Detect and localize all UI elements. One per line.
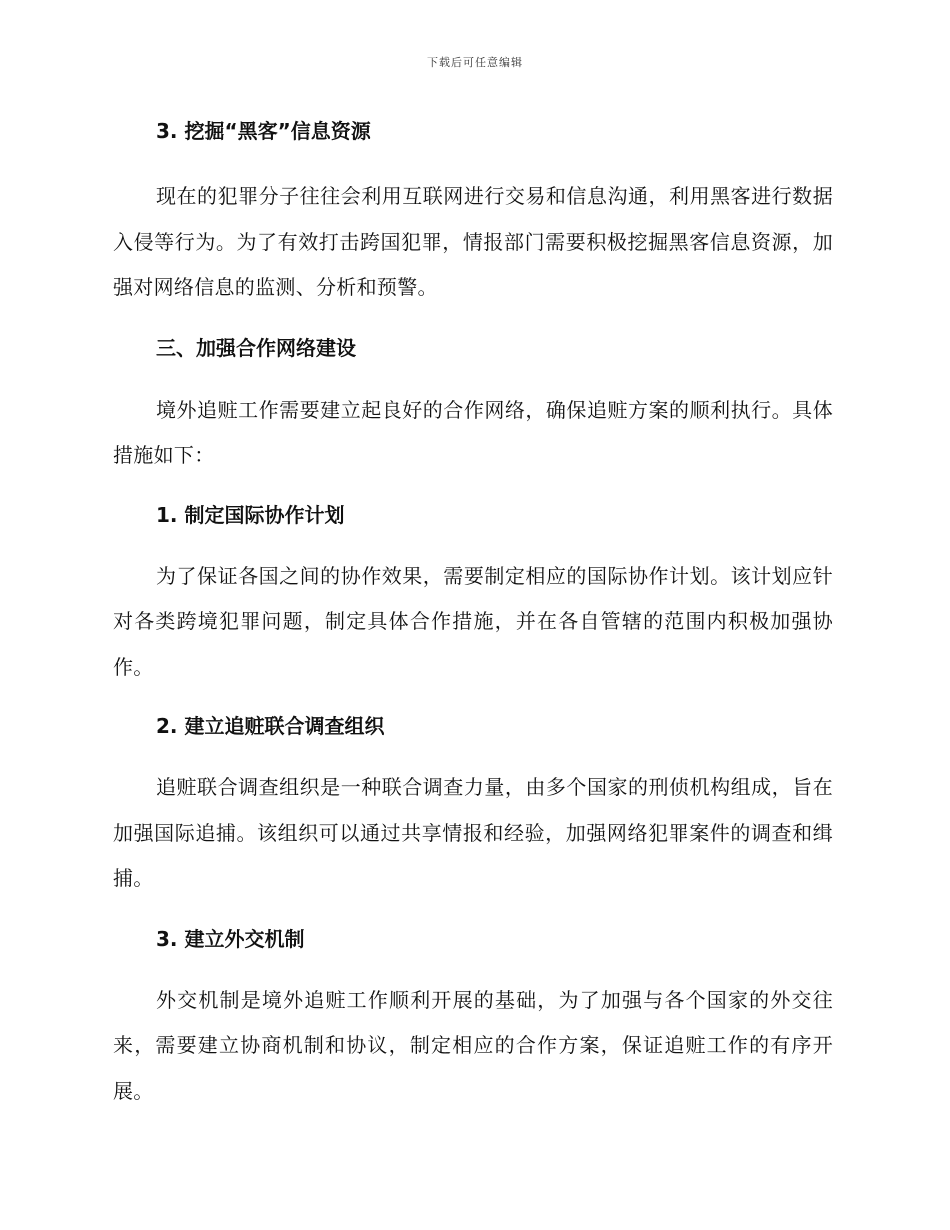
section-heading: 三、加强合作网络建设 [156, 335, 356, 360]
section-paragraph: 为了保证各国之间的协作效果，需要制定相应的国际协作计划。该计划应针对各类跨境犯罪问题，制定具体合作措施，并在各自管辖的范围内积极加强协作。 [113, 563, 833, 679]
page-header-note: 下载后可任意编辑 [427, 56, 523, 69]
section-paragraph: 外交机制是境外追赃工作顺利开展的基础，为了加强与各个国家的外交往来，需要建立协商机制和协议，制定相应的合作方案，保证追赃工作的有序开展。 [113, 987, 833, 1103]
section-heading: 3. 建立外交机制 [156, 926, 305, 951]
section-paragraph: 现在的犯罪分子往往会利用互联网进行交易和信息沟通，利用黑客进行数据入侵等行为。为了有效打击跨国犯罪，情报部门需要积极挖掘黑客信息资源，加强对网络信息的监测、分析和预警。 [113, 184, 833, 299]
document-body [113, 112, 833, 1114]
section-heading: 2. 建立追赃联合调查组织 [156, 714, 385, 738]
section-heading: 3. 挖掘“黑客”信息资源 [156, 119, 371, 143]
section-paragraph: 境外追赃工作需要建立起良好的合作网络，确保追赃方案的顺利执行。具体措施如下： [113, 397, 833, 467]
section-paragraph: 追赃联合调查组织是一种联合调查力量，由多个国家的刑侦机构组成，旨在加强国际追捕。该组织可以通过共享情报和经验，加强网络犯罪案件的调查和缉捕。 [113, 775, 833, 890]
section-heading: 1. 制定国际协作计划 [156, 502, 345, 527]
